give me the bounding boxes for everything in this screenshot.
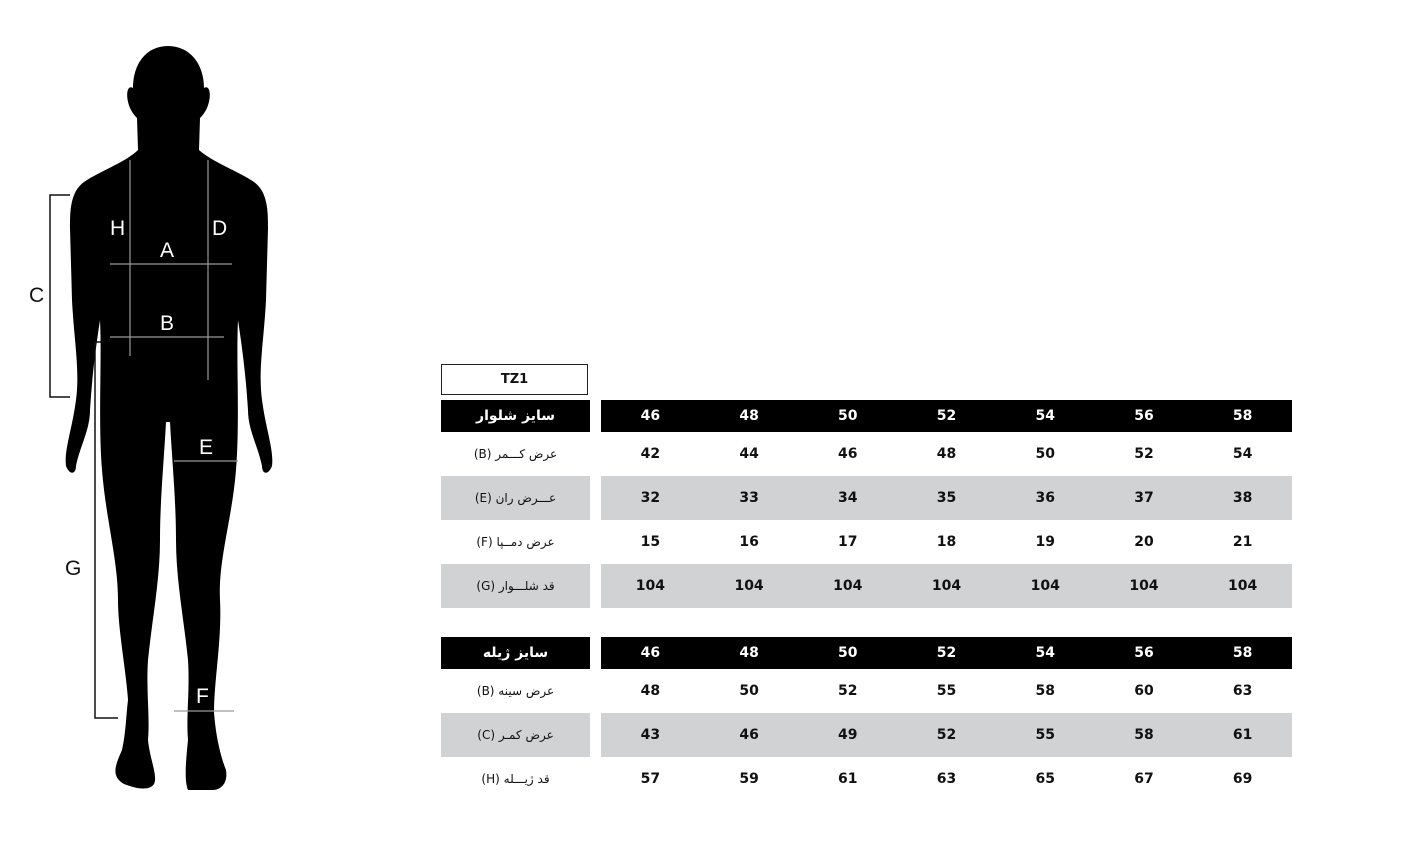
- table-cell: 67: [1134, 771, 1154, 787]
- table-row: [441, 669, 1292, 713]
- size-header-cell: 52: [936, 408, 957, 424]
- table-cell: 54: [1232, 446, 1253, 462]
- measure-label-e: E: [199, 436, 214, 459]
- size-header-cell: 58: [1232, 408, 1253, 424]
- table-cell: 46: [739, 727, 759, 743]
- measure-label-a: A: [160, 239, 175, 262]
- row-label: عرض سینه (B): [476, 684, 555, 698]
- table-cell: 33: [739, 490, 759, 506]
- table-cell: 43: [640, 727, 661, 743]
- table-cell: 52: [936, 727, 957, 743]
- table-row: [441, 432, 1292, 476]
- table-cell: 48: [936, 446, 957, 462]
- measure-label-f: F: [196, 685, 209, 708]
- table-cell: 37: [1134, 490, 1154, 506]
- table-cell: 52: [838, 683, 858, 699]
- table-cell: 48: [640, 683, 661, 699]
- table-header-row: [441, 400, 1292, 432]
- table-cell: 44: [739, 446, 759, 462]
- table-cell: 104: [833, 578, 863, 594]
- table-cell: 61: [1232, 727, 1253, 743]
- table-cell: 104: [635, 578, 665, 594]
- measure-label-g: G: [65, 557, 82, 580]
- row-label: قد ژیـــله (H): [481, 772, 550, 786]
- table-cell: 61: [838, 771, 858, 787]
- table-row: [441, 713, 1292, 757]
- table-cell: 15: [640, 534, 661, 550]
- table-cell: 69: [1232, 771, 1253, 787]
- table-cell: 18: [936, 534, 957, 550]
- size-header-cell: 50: [838, 408, 858, 424]
- table-cell: 17: [838, 534, 858, 550]
- table-row: [441, 476, 1292, 520]
- table-cell: 16: [739, 534, 759, 550]
- table-cell: 34: [838, 490, 858, 506]
- table-cell: 49: [838, 727, 858, 743]
- table-header-row: [441, 637, 1292, 669]
- table-cell: 38: [1232, 490, 1253, 506]
- size-header-cell: 48: [739, 408, 759, 424]
- size-header-cell: 52: [936, 645, 957, 661]
- table-cell: 55: [1035, 727, 1055, 743]
- row-label: عرض کـــمر (B): [473, 447, 558, 461]
- table-cell: 36: [1035, 490, 1055, 506]
- body-measurement-figure: [0, 0, 300, 851]
- measure-label-c: C: [29, 284, 45, 307]
- table-cell: 104: [1129, 578, 1159, 594]
- pants-size-table: [441, 400, 1292, 608]
- table-cell: 50: [1035, 446, 1055, 462]
- row-label: قد شلـــوار (G): [441, 564, 590, 608]
- size-header-cell: 56: [1134, 408, 1154, 424]
- table-row: [441, 757, 1292, 801]
- size-header-cell: 50: [838, 645, 858, 661]
- table-row: [441, 520, 1292, 564]
- measure-label-h: H: [110, 217, 126, 240]
- size-header-cell: 54: [1035, 408, 1055, 424]
- table-cell: 104: [931, 578, 962, 594]
- measure-label-b: B: [160, 312, 175, 335]
- size-header-cell: 54: [1035, 645, 1055, 661]
- table-cell: 63: [936, 771, 957, 787]
- row-label: عرض کمـر (C): [441, 713, 590, 757]
- size-header-cell: 58: [1232, 645, 1253, 661]
- table-cell: 52: [1134, 446, 1154, 462]
- size-header-cell: 46: [640, 645, 661, 661]
- table-cell: 59: [739, 771, 759, 787]
- table-cell: 42: [640, 446, 661, 462]
- table-cell: 104: [1228, 578, 1258, 594]
- table-cell: 50: [739, 683, 759, 699]
- table-cell: 55: [936, 683, 957, 699]
- table-cell: 57: [640, 771, 661, 787]
- table-cell: 35: [936, 490, 957, 506]
- table-cell: 19: [1035, 534, 1055, 550]
- size-header-cell: 46: [640, 408, 661, 424]
- table-row: [441, 564, 1292, 608]
- table-cell: 65: [1035, 771, 1055, 787]
- vest-size-title: سایز ژیله: [441, 637, 590, 669]
- body-silhouette-icon: [0, 0, 300, 851]
- size-header-cell: 48: [739, 645, 759, 661]
- row-label: عرض دمــپا (F): [476, 535, 555, 549]
- table-cell: 46: [838, 446, 858, 462]
- table-cell: 63: [1232, 683, 1253, 699]
- table-cell: 32: [640, 490, 661, 506]
- table-cell: 60: [1134, 683, 1154, 699]
- measure-label-d: D: [212, 217, 228, 240]
- size-header-cell: 56: [1134, 645, 1154, 661]
- pants-size-title: سایز شلوار: [441, 400, 590, 432]
- table-cell: 58: [1035, 683, 1055, 699]
- table-cell: 20: [1134, 534, 1154, 550]
- model-code-box: TZ1: [441, 364, 588, 395]
- table-cell: 104: [734, 578, 764, 594]
- table-cell: 104: [1030, 578, 1060, 594]
- table-cell: 21: [1232, 534, 1253, 550]
- table-cell: 58: [1134, 727, 1154, 743]
- vest-size-table: [441, 637, 1292, 801]
- row-label: عـــرض ران (E): [441, 476, 590, 520]
